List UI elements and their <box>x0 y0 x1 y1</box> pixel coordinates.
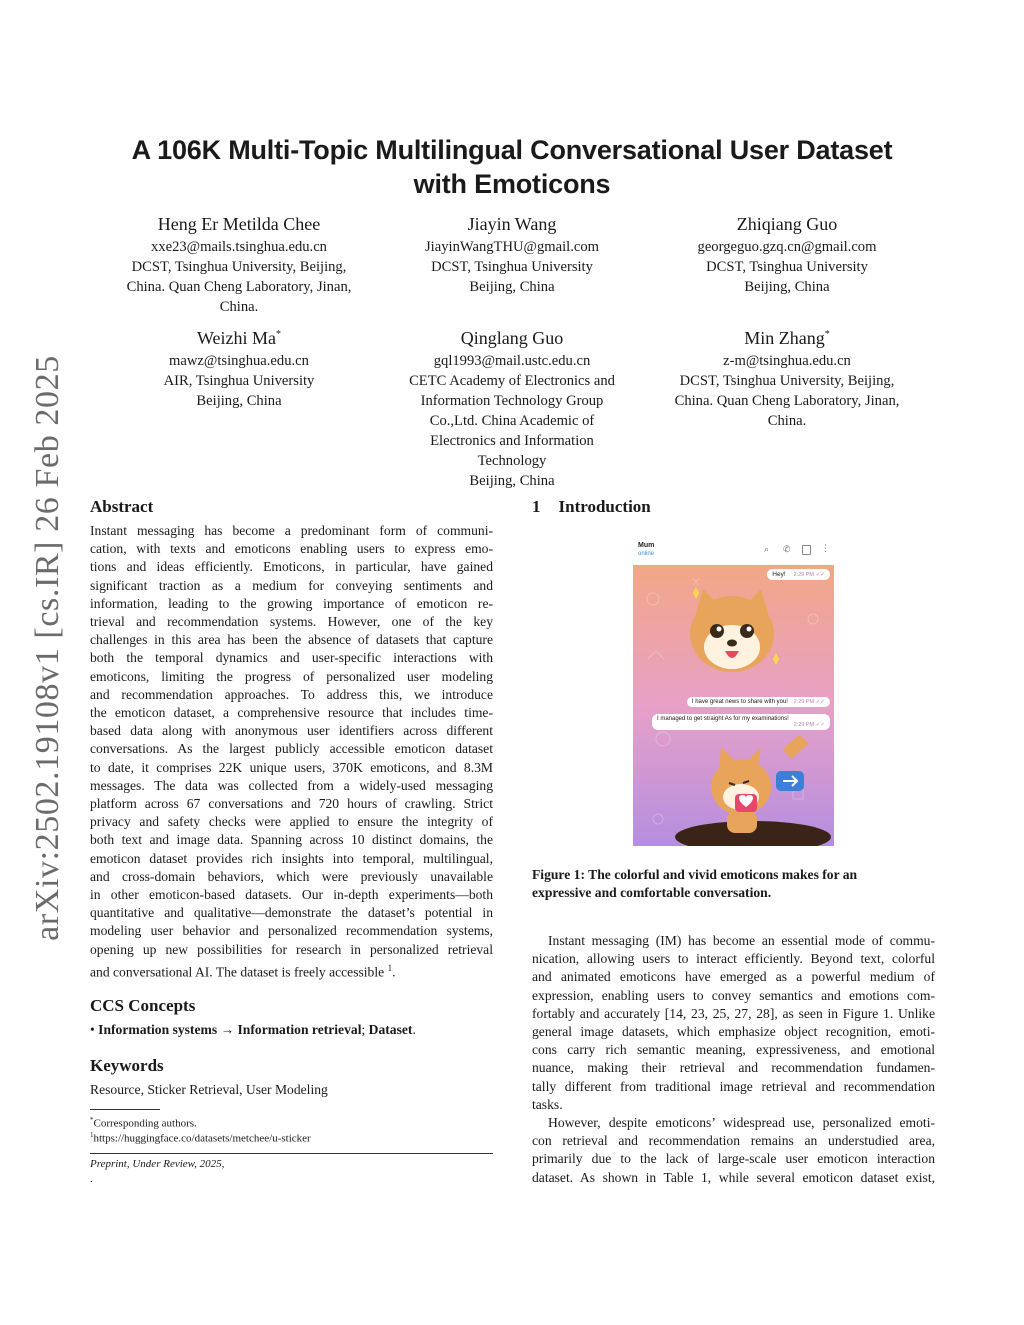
section-title: Introduction <box>558 497 651 516</box>
author-block <box>99 209 379 317</box>
abstract-period: . <box>392 964 396 980</box>
author-affil: Technology <box>477 453 547 469</box>
abstract-line: to date, it comprises 22K unique users, 370K emoticons, and 8.3M <box>90 759 493 775</box>
intro-line: dataset. As shown in Table 1, while several emoticon dataset exist, <box>532 1169 935 1185</box>
author-affil: AIR, Tsinghua University <box>163 373 315 389</box>
abstract-line: modeling user behavior and personalized recommendation systems, <box>90 923 493 939</box>
preprint-dot: . <box>90 1173 93 1185</box>
read-check-icon: ✓✓ <box>815 572 825 578</box>
preprint-note: Preprint, Under Review, 2025, <box>90 1158 225 1170</box>
abstract-line: emoticons, limiting the progress of personalized user modeling <box>90 668 493 684</box>
author-sup: * <box>824 329 830 340</box>
paper-title <box>60 133 964 201</box>
abstract-line: conversations. As the largest publicly accessible emoticon dataset <box>90 741 493 757</box>
abstract-line: emoticon dataset provides rich insights into temporal, multilingual, <box>90 850 493 866</box>
intro-line: tasks. <box>532 1096 563 1112</box>
footnote-link[interactable]: https://huggingface.co/datasets/metchee/u-sticker <box>93 1132 311 1145</box>
abstract-line: quantitative and qualitative—demonstrate the dataset’s potential in <box>90 905 493 921</box>
section-number: 1 <box>532 497 541 516</box>
author-email: z-m@tsinghua.edu.cn <box>723 353 851 369</box>
abstract-line: Instant messaging has become a predominant form of communi- <box>90 523 493 538</box>
author-affil: China. <box>219 299 259 315</box>
abstract-line: both text and image data. Spanning across 10 distinct domains, the <box>90 832 493 848</box>
more-icon[interactable]: ⋮ <box>821 544 830 554</box>
abstract-line: in other emoticon-based datasets. Our in-depth experiments—both <box>90 887 493 903</box>
author-affil: Co.,Ltd. China Academic of <box>429 413 595 429</box>
caption-line: Figure 1: The colorful and vivid emoticons makes for an <box>532 867 858 882</box>
arxiv-identifier: arXiv:2502.19108v1 [cs.IR] 26 Feb 2025 <box>29 355 66 941</box>
author-email: mawz@tsinghua.edu.cn <box>169 353 309 369</box>
keywords-heading: Keywords <box>90 1056 164 1075</box>
figure-caption <box>532 866 935 902</box>
abstract-line: opening up new possibilities for research in personalized retrieval <box>90 941 493 957</box>
intro-line: general image datasets, which emphasize object recognition, emoti- <box>532 1024 935 1040</box>
phone-icon[interactable]: ✆ <box>783 545 791 555</box>
author-name: Heng Er Metilda Chee <box>157 214 321 234</box>
abstract-body <box>90 522 493 982</box>
author-block <box>372 323 652 491</box>
title-line-2: with Emoticons <box>413 169 611 199</box>
intro-line: expression, enabling users to convey semantics and emotions com- <box>532 987 935 1003</box>
abstract-line: challenges in this area has been the absence of datasets that capture <box>90 632 493 648</box>
ccs-part-2: Information retrieval <box>237 1022 362 1037</box>
author-affil: DCST, Tsinghua University, Beijing, <box>679 373 895 389</box>
ccs-arrow: → <box>217 1022 238 1037</box>
message-bubble[interactable] <box>652 714 830 730</box>
search-icon[interactable]: ⌕ <box>764 545 770 555</box>
read-check-icon: ✓✓ <box>815 699 825 705</box>
abstract-line: based data along with anonymous user identifiers across different <box>90 723 493 739</box>
abstract-line: the emoticon dataset, a comprehensive resource that includes time- <box>90 705 493 721</box>
author-affil: DCST, Tsinghua University <box>706 259 868 275</box>
intro-paragraph-1 <box>532 932 935 1187</box>
intro-heading <box>532 497 651 517</box>
author-name: Zhiqiang Guo <box>736 214 838 234</box>
author-affil: Beijing, China <box>744 279 830 295</box>
author-block <box>99 323 379 411</box>
abstract-line: and conversational AI. The dataset is freely accessible <box>90 964 385 980</box>
read-check-icon: ✓✓ <box>815 722 825 728</box>
abstract-line: and cross-domain behaviors, which were previously unavailable <box>90 868 493 884</box>
message-bubble[interactable] <box>687 697 830 707</box>
intro-line: fortably and accurately [14, 23, 25, 27, 28], as seen in Figure 1. Unlike <box>532 1005 935 1021</box>
abstract-line: messages. The data was collected from a widely-used messaging <box>90 777 493 793</box>
message-time: 2:29 PM <box>793 699 815 705</box>
author-affil: China. <box>767 413 807 429</box>
message-text: Hey! <box>772 571 786 578</box>
keywords-text: Resource, Sticker Retrieval, User Modeling <box>90 1082 328 1097</box>
author-affil: Electronics and Information <box>430 433 594 449</box>
author-block <box>647 323 927 431</box>
author-name: Min Zhang <box>744 328 825 348</box>
ccs-heading: CCS Concepts <box>90 996 196 1015</box>
intro-line: cons carry rich semantic meaning, expressiveness, and emotional <box>532 1042 935 1058</box>
author-affil: Information Technology Group <box>420 393 604 409</box>
abstract-line: and recommendation approaches. To address this, we introduce <box>90 686 493 702</box>
author-name: Jiayin Wang <box>467 214 557 234</box>
author-affil: Beijing, China <box>469 473 555 489</box>
message-time: 2:29 PM <box>793 722 815 728</box>
author-name: Weizhi Ma <box>196 328 277 348</box>
ccs-part-3: Dataset <box>368 1022 413 1037</box>
author-block <box>372 209 652 297</box>
author-affil: DCST, Tsinghua University, Beijing, <box>131 259 347 275</box>
abstract-line: trieval and recommendation systems. However, one of the key <box>90 614 493 630</box>
ccs-part-1: Information systems <box>98 1022 218 1037</box>
message-time: 2:29 PM <box>793 572 814 578</box>
abstract-line: both the temporal dynamics and user-specific interactions with <box>90 650 493 666</box>
footnote-rule <box>90 1109 160 1110</box>
footnote <box>90 1128 311 1147</box>
intro-line: nication, allowing users to interact efficiently. Beyond text, colorful <box>532 951 935 967</box>
message-bubble[interactable] <box>767 569 830 580</box>
intro-line: and animated emoticons have emerged as a powerful medium of <box>532 969 935 985</box>
abstract-line: platform across 67 conversations and 720 hours of crawling. Strict <box>90 796 493 812</box>
figure-chat-screenshot <box>633 539 834 846</box>
abstract-line: significant traction as a medium for conveying sentiments and <box>90 577 493 593</box>
intro-line: con retrieval and recommendation remains an understudied area, <box>532 1133 935 1149</box>
author-email: gql1993@mail.ustc.edu.cn <box>433 353 591 369</box>
intro-line: primarily due to the lack of large-scale user emoticon interaction <box>532 1151 935 1167</box>
columns-icon[interactable] <box>802 545 811 555</box>
intro-line: tally different from traditional image retrieval and recommendation <box>532 1078 935 1094</box>
author-affil: Beijing, China <box>196 393 282 409</box>
ccs-sep: ; <box>361 1022 369 1037</box>
footnote-ref[interactable]: 1 <box>387 962 393 973</box>
footnote-mark: 1 <box>90 1131 94 1139</box>
message-text: I have great news to share with you! <box>691 699 788 705</box>
title-line-1: A 106K Multi-Topic Multilingual Conversational User Dataset <box>131 135 893 165</box>
caption-line: expressive and comfortable conversation. <box>532 885 772 900</box>
author-affil: CETC Academy of Electronics and <box>409 373 615 389</box>
abstract-line: tions and ideas efficiently. Emoticons, in particular, have gained <box>90 559 493 575</box>
contact-name: Mum <box>638 542 655 549</box>
ccs-concepts <box>90 1022 416 1038</box>
author-affil: DCST, Tsinghua University <box>431 259 593 275</box>
footnote-mark: * <box>90 1116 94 1124</box>
author-name: Qinglang Guo <box>460 328 564 348</box>
footnote-text: Corresponding authors. <box>93 1117 197 1130</box>
intro-line: Instant messaging (IM) has become an essential mode of commu- <box>548 933 935 948</box>
chat-illustration <box>633 539 834 846</box>
abstract-line: cation, with texts and emoticons enabling users to express emo- <box>90 541 493 557</box>
author-sup: * <box>276 329 282 340</box>
contact-status: online <box>638 551 655 557</box>
author-block <box>647 209 927 297</box>
preprint-rule <box>90 1153 493 1154</box>
author-email: georgeguo.gzq.cn@gmail.com <box>697 239 877 255</box>
author-affil: Beijing, China <box>469 279 555 295</box>
intro-line: However, despite emoticons’ widespread use, personalized emoti- <box>548 1115 935 1131</box>
ccs-end: . <box>412 1022 416 1037</box>
author-affil: China. Quan Cheng Laboratory, Jinan, <box>674 393 900 409</box>
abstract-line: privacy and safety checks were applied to ensure the integrity of <box>90 814 493 830</box>
message-text: I managed to get straight As for my examinations! <box>657 716 789 722</box>
abstract-line: information, leading to the growing importance of emoticon re- <box>90 595 493 611</box>
author-email: xxe23@mails.tsinghua.edu.cn <box>151 239 327 255</box>
intro-line: nuance, making their retrieval and recommendation fundamen- <box>532 1060 935 1076</box>
abstract-heading: Abstract <box>90 497 154 516</box>
author-email: JiayinWangTHU@gmail.com <box>425 239 599 255</box>
author-affil: China. Quan Cheng Laboratory, Jinan, <box>126 279 352 295</box>
ccs-bullet: • <box>90 1022 95 1037</box>
